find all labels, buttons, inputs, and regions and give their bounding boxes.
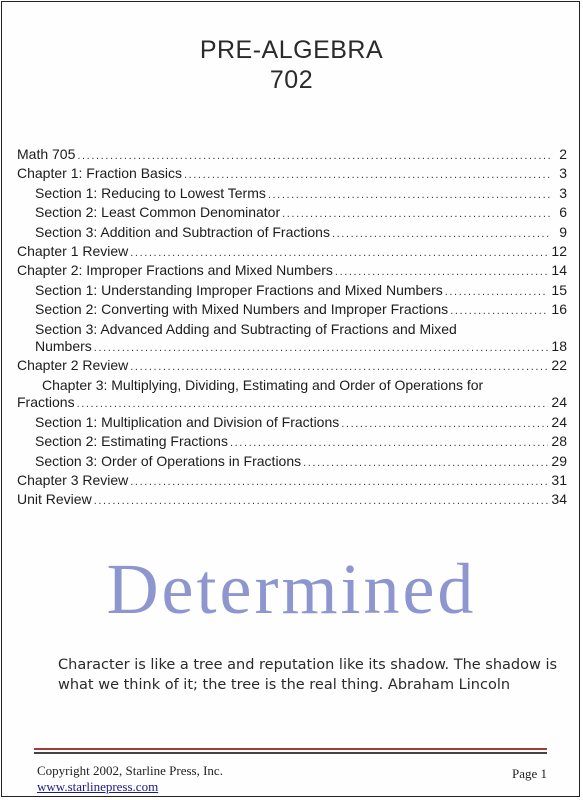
toc-entry-ch1-section-3[interactable] <box>17 224 567 243</box>
toc-entry-label: Section 1: Reducing to Lowest Terms <box>35 184 266 201</box>
toc-page-number: 3 <box>559 165 567 182</box>
toc-page-number: 18 <box>551 338 567 355</box>
website-link[interactable]: www.starlinepress.com <box>37 779 159 794</box>
toc-entry-label: Chapter 2: Improper Fractions and Mixed Numbers <box>17 262 333 279</box>
footer-divider-dark <box>34 752 547 754</box>
toc-entry-ch3-section-3[interactable] <box>17 453 567 472</box>
dot-leader <box>268 187 550 204</box>
dot-leader <box>335 264 549 281</box>
toc-entry-chapter-2[interactable] <box>17 262 567 281</box>
toc-entry-label: Chapter 3 Review <box>17 471 129 488</box>
dot-leader <box>445 284 549 301</box>
table-of-contents <box>17 146 567 511</box>
toc-page-number: 12 <box>551 243 567 260</box>
toc-page-number: 31 <box>551 471 567 488</box>
character-trait-banner: Determined <box>106 549 477 629</box>
dot-leader <box>94 340 549 357</box>
toc-entry-label: Section 2: Least Common Denominator <box>35 204 281 221</box>
toc-entry-label: Section 1: Understanding Improper Fractions and Mixed Numbers <box>35 281 443 298</box>
toc-page-number: 16 <box>551 301 567 318</box>
copyright-notice: Copyright 2002, Starline Press, Inc. <box>37 763 223 778</box>
toc-entry-ch1-section-1[interactable] <box>17 185 567 204</box>
toc-entry-ch2-section-3[interactable] <box>17 338 567 357</box>
toc-page-number: 14 <box>551 262 567 279</box>
toc-entry-label: Section 3: Addition and Subtraction of Fractions <box>35 223 330 240</box>
toc-entry-chapter-3-review[interactable] <box>17 472 567 491</box>
footer-divider-red <box>34 748 547 750</box>
toc-page-number: 34 <box>551 491 567 508</box>
dot-leader <box>282 206 550 223</box>
toc-entry-ch2-section-1[interactable] <box>17 282 567 301</box>
dot-leader <box>450 303 548 320</box>
toc-entry-ch1-section-2[interactable] <box>17 204 567 223</box>
toc-page-number: 24 <box>551 413 567 430</box>
toc-entry-label: Chapter 1: Fraction Basics <box>17 165 182 182</box>
toc-entry-chapter-1[interactable] <box>17 165 567 184</box>
toc-entry-label: Section 1: Multiplication and Division of Fractions <box>35 413 340 430</box>
dot-leader <box>130 245 548 262</box>
toc-page-number: 15 <box>551 281 567 298</box>
dot-leader <box>130 359 548 376</box>
page-number: Page 1 <box>511 766 547 781</box>
dot-leader <box>341 416 548 433</box>
toc-entry-ch3-section-1[interactable] <box>17 414 567 433</box>
dot-leader <box>77 148 550 165</box>
toc-entry-label: Chapter 2 Review <box>17 357 129 374</box>
toc-entry-chapter-2-review[interactable] <box>17 357 567 376</box>
toc-page-number: 24 <box>551 394 567 411</box>
toc-entry-label: Math 705 <box>17 146 76 162</box>
dot-leader <box>303 455 548 472</box>
toc-page-number: 22 <box>551 357 567 374</box>
toc-entry-ch2-section-3-line1[interactable]: Section 3: Advanced Adding and Subtracting of Fractions and Mixed <box>35 320 457 337</box>
toc-entry-chapter-3-line1[interactable]: Chapter 3: Multiplying, Dividing, Estimating and Order of Operations for <box>42 376 484 393</box>
dot-leader <box>230 435 548 452</box>
page-subtitle-number: 702 <box>269 66 314 94</box>
dot-leader <box>77 396 549 413</box>
dot-leader <box>130 474 548 491</box>
inspirational-quote: Character is like a tree and reputation like its shadow. The shadow is what we think of it; the tree is the real thing. Abraham Lincoln <box>58 657 558 693</box>
toc-entry-chapter-3[interactable] <box>17 394 567 413</box>
dot-leader <box>94 493 549 510</box>
toc-page-number: 6 <box>559 204 567 221</box>
toc-page-number: 28 <box>551 433 567 450</box>
toc-entry-label: Section 3: Order of Operations in Fractions <box>35 452 302 469</box>
toc-entry-unit-review[interactable] <box>17 491 567 510</box>
toc-entry-label: Numbers <box>35 338 92 355</box>
toc-entry-ch3-section-2[interactable] <box>17 433 567 452</box>
toc-entry-ch2-section-2[interactable] <box>17 301 567 320</box>
toc-entry-label: Fractions <box>17 394 75 411</box>
toc-entry-chapter-1-review[interactable] <box>17 243 567 262</box>
toc-entry-label: Section 2: Estimating Fractions <box>35 433 228 450</box>
toc-page-number: 3 <box>559 184 567 201</box>
toc-page-number: 2 <box>559 146 567 162</box>
toc-page-number: 29 <box>551 452 567 469</box>
toc-entry-label: Section 2: Converting with Mixed Numbers and Improper Fractions <box>35 301 449 318</box>
toc-entry-label: Unit Review <box>17 491 92 508</box>
dot-leader <box>184 167 550 184</box>
toc-page-number: 9 <box>559 223 567 240</box>
page-title: PRE-ALGEBRA <box>199 36 384 64</box>
toc-entry-math705[interactable] <box>17 146 567 165</box>
dot-leader <box>332 226 550 243</box>
toc-entry-label: Chapter 1 Review <box>17 243 129 260</box>
